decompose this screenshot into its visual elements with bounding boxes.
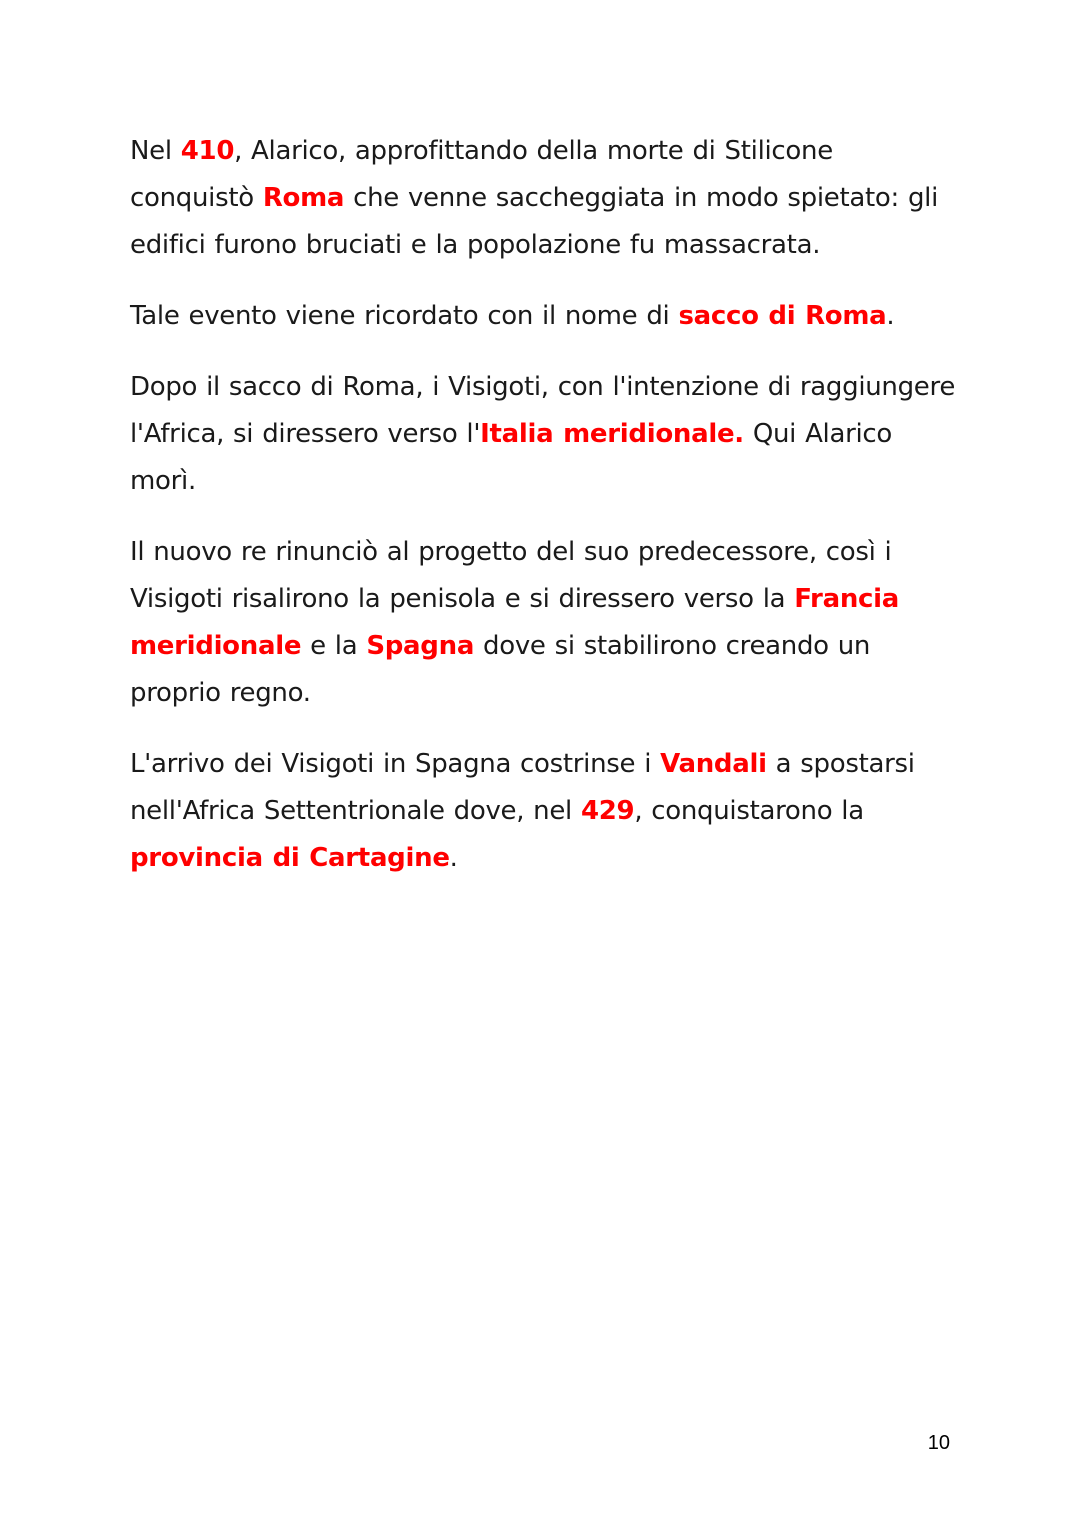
- paragraph-5: [130, 741, 960, 882]
- paragraph-text: .: [886, 301, 895, 331]
- paragraph-text: , conquistarono la: [634, 796, 864, 826]
- highlighted-term: Spagna: [366, 631, 475, 661]
- highlighted-term: 410: [180, 136, 235, 166]
- paragraph-text: Qui Alarico morì.: [130, 419, 893, 496]
- page-number: 10: [927, 1432, 950, 1454]
- paragraph-text: Nel: [130, 136, 181, 166]
- paragraph-text: L'arrivo dei Visigoti in Spagna costrinse i: [130, 749, 661, 779]
- paragraph-text: .: [449, 843, 458, 873]
- highlighted-term: sacco di Roma: [678, 301, 887, 331]
- paragraph-text: e la: [301, 631, 367, 661]
- document-body: [130, 128, 960, 906]
- paragraph-text: Tale evento viene ricordato con il nome di: [130, 301, 679, 331]
- highlighted-term: Francia meridionale: [130, 584, 899, 661]
- paragraph-3: [130, 364, 960, 505]
- paragraph-text: dove si stabilirono creando un proprio regno.: [130, 631, 871, 708]
- highlighted-term: 429: [580, 796, 635, 826]
- paragraph-text: che venne saccheggiata in modo spietato: gli edifici furono bruciati e la popolazione fu massacrata.: [130, 183, 938, 260]
- highlighted-term: provincia di Cartagine: [130, 843, 450, 873]
- highlighted-term: Italia meridionale.: [480, 419, 744, 449]
- highlighted-term: Roma: [262, 183, 345, 213]
- paragraph-4: [130, 529, 960, 717]
- highlighted-term: Vandali: [660, 749, 767, 779]
- paragraph-text: Il nuovo re rinunciò al progetto del suo predecessore, così i Visigoti risalirono la penisola e si diressero verso la: [130, 537, 892, 614]
- paragraph-2: [130, 293, 960, 340]
- paragraph-text: a spostarsi nell'Africa Settentrionale dove, nel: [130, 749, 915, 826]
- paragraph-text: , Alarico, approfittando della morte di Stilicone conquistò: [130, 136, 833, 213]
- paragraph-1: [130, 128, 960, 269]
- paragraph-text: Dopo il sacco di Roma, i Visigoti, con l'intenzione di raggiungere l'Africa, si diressero verso l': [130, 372, 956, 449]
